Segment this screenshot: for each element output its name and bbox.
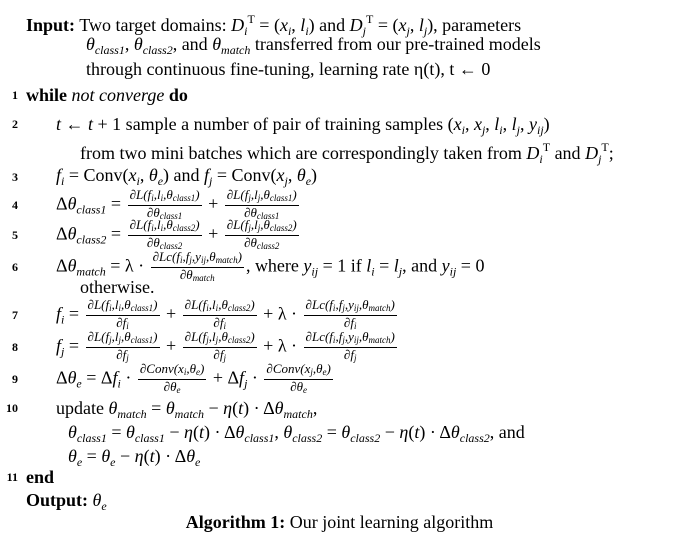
while-keyword: while (26, 85, 68, 105)
line-number: 4 (12, 198, 18, 212)
line-10b: $\theta_{class1} = \theta_{class1} - \eta(t) \cdot \Delta\theta_{class1}$, $\theta_{class2} = \theta_{class2} - \eta(t) \cdot \Delta\theta_{class2}$, and (68, 422, 525, 445)
line-7: $f_i$ = $\frac{\partial L(f_i,l_i,\theta_{class1})}{\partial f_i}$ + $\frac{\partial L(f_i,l_i,\theta_{class2})}{\partial f_i}$ + λ · $\frac{\partial Lc(f_i,f_j,y_{ij},\theta_{match})}{\partial f_i}$ (56, 297, 395, 331)
line-10a: update $\theta_{match} = \theta_{match} - \eta(t) \cdot \Delta\theta_{match}$, (56, 398, 318, 421)
end-keyword: end (26, 467, 55, 487)
line-2a: t ← t + 1 sample a number of pair of training samples ($x_i$, $x_j$, $l_i$, $l_j$, $y_{ij}$) (56, 114, 550, 137)
line-4: $\Delta\theta_{class1}$ = $\frac{\partial L(f_i,l_i,\theta_{class1})}{\partial\theta_{class1}}$ + $\frac{\partial L(f_j,l_j,\theta_{class1})}{\partial\theta_{class1}}$ (56, 187, 297, 221)
while-line (26, 84, 188, 106)
input-text-1: Two target domains: $D_i^T = (x_i$, $l_i$) and $D_j^T = (x_j$, $l_j$), parameters (79, 12, 522, 38)
line-number: 6 (12, 260, 18, 274)
line-9: $\Delta\theta_e = \Delta f_i$ · $\frac{\partial Conv(x_i,\theta_e)}{\partial\theta_e}$ + $\Delta f_j$ · $\frac{\partial Conv(x_j,\theta_e)}{\partial\theta_e}$ (56, 361, 331, 395)
line-number: 5 (12, 228, 18, 242)
line-3: $f_i$ = $Conv(x_i$, $\theta_e$) and $f_j$ = $Conv(x_j$, $\theta_e$) (56, 165, 318, 188)
line-number: 3 (12, 170, 18, 184)
output-value: $\theta_e$ (92, 490, 107, 513)
line-number: 9 (12, 372, 18, 386)
output-label: Output: (26, 490, 89, 510)
while-condition: not converge (67, 85, 169, 105)
line-number: 10 (6, 401, 18, 415)
input-line-2: $\theta_{class1}$, $\theta_{class2}$, and $\theta_{match}$ transferred from our pre-trained models (86, 34, 541, 57)
input-line-3: through continuous fine-tuning, learning rate η(t), t ← 0 (86, 59, 491, 79)
caption-text: Our joint learning algorithm (289, 512, 494, 532)
line-number: 8 (12, 340, 18, 354)
line-10c: $\theta_e = \theta_e - \eta(t) \cdot \Delta\theta_e$ (68, 446, 201, 469)
line-number: 1 (12, 88, 18, 102)
line-6: $\Delta\theta_{match} = \lambda$ · $\frac{\partial Lc(f_i,f_j,y_{ij},\theta_{match})}{\partial\theta_{match}}$ , where $y_{ij} = 1$ if $l_i = l_j$, and $y_{ij} = 0$ (56, 249, 485, 283)
do-keyword: do (168, 85, 188, 105)
line-number: 2 (12, 117, 18, 131)
line-number: 7 (12, 308, 18, 322)
line-5: $\Delta\theta_{class2}$ = $\frac{\partial L(f_i,l_i,\theta_{class2})}{\partial\theta_{class2}}$ + $\frac{\partial L(f_j,l_j,\theta_{class2})}{\partial\theta_{class2}}$ (56, 217, 297, 251)
line-8: $f_j$ = $\frac{\partial L(f_j,l_j,\theta_{class1})}{\partial f_j}$ + $\frac{\partial L(f_j,l_j,\theta_{class2})}{\partial f_j}$ + λ · $\frac{\partial Lc(f_i,f_j,y_{ij},\theta_{match})}{\partial f_j}$ (56, 329, 395, 363)
caption-label: Algorithm 1: (185, 512, 286, 532)
input-label: Input: (26, 15, 76, 35)
algorithm-caption (0, 512, 679, 533)
line-2b: from two mini batches which are correspondingly taken from $D_i^T$ and $D_j^T$; (80, 140, 614, 166)
line-number: 11 (6, 470, 18, 484)
line-6-cont: otherwise. (80, 277, 155, 297)
